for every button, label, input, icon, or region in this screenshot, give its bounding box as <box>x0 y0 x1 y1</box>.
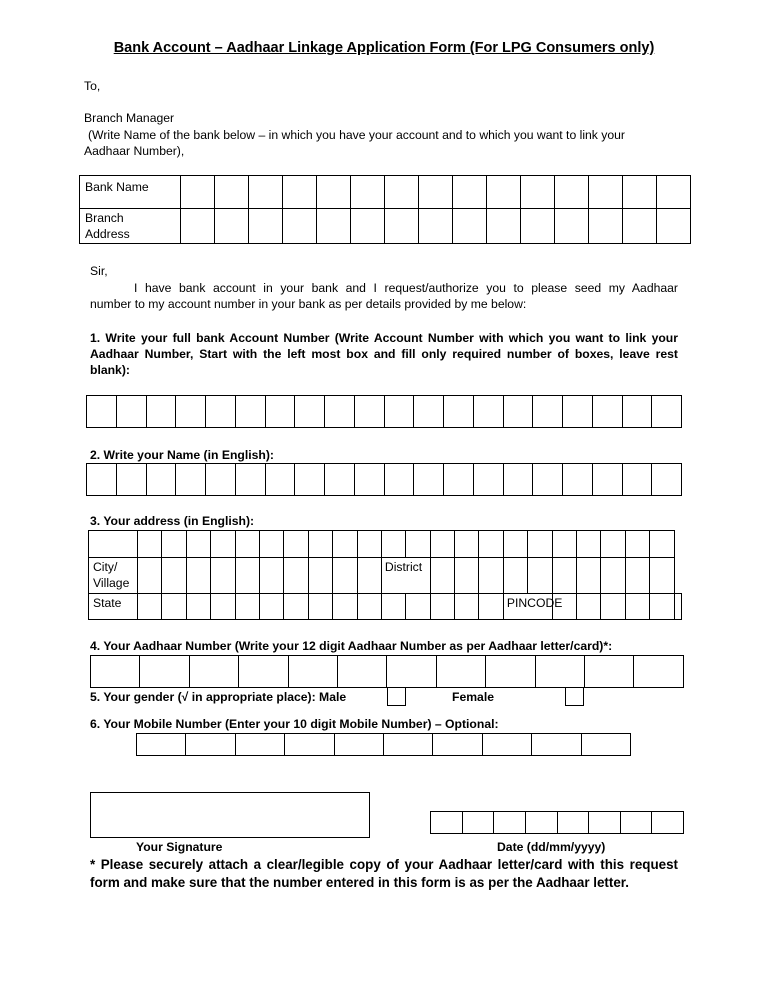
bank-name-box[interactable] <box>589 176 623 209</box>
city-box[interactable] <box>186 558 210 593</box>
address-box[interactable] <box>406 531 430 558</box>
city-box[interactable] <box>235 558 259 593</box>
address-box[interactable] <box>357 531 381 558</box>
mobile-digit-box[interactable] <box>235 734 284 756</box>
city-village-label <box>89 558 138 593</box>
state-box[interactable] <box>284 593 308 619</box>
branch-address-box[interactable] <box>487 209 521 244</box>
aadhaar-digit-box[interactable] <box>387 656 436 688</box>
city-box[interactable] <box>284 558 308 593</box>
address-box[interactable] <box>284 531 308 558</box>
branch-address-box[interactable] <box>555 209 589 244</box>
district-box[interactable] <box>601 558 625 593</box>
bank-name-box[interactable] <box>181 176 215 209</box>
city-box[interactable] <box>211 558 235 593</box>
address-box[interactable] <box>211 531 235 558</box>
name-letter-box[interactable] <box>295 464 325 496</box>
account-label-line-1: 1. Write your full bank Account Number (Write Account Number with which you want to link your <box>90 331 678 345</box>
aadhaar-digit-box[interactable] <box>140 656 189 688</box>
address-box[interactable] <box>503 531 527 558</box>
bank-name-box[interactable] <box>623 176 657 209</box>
state-box[interactable] <box>259 593 283 619</box>
bank-name-box[interactable] <box>215 176 249 209</box>
account-digit-box[interactable] <box>176 396 206 428</box>
account-digit-box[interactable] <box>325 396 355 428</box>
account-digit-box[interactable] <box>473 396 503 428</box>
address-box[interactable] <box>333 531 357 558</box>
bank-name-box[interactable] <box>555 176 589 209</box>
bank-name-box[interactable] <box>385 176 419 209</box>
bank-name-box[interactable] <box>487 176 521 209</box>
account-digit-box[interactable] <box>354 396 384 428</box>
date-label: Date (dd/mm/yyyy) <box>497 840 606 854</box>
address-grid <box>88 530 682 620</box>
name-letter-box[interactable] <box>354 464 384 496</box>
district-label: District <box>381 558 430 593</box>
pincode-box[interactable] <box>601 593 625 619</box>
account-digit-box[interactable] <box>235 396 265 428</box>
branch-address-label-line-1: Branch <box>85 211 124 225</box>
name-letter-box[interactable] <box>473 464 503 496</box>
pincode-box[interactable] <box>625 593 649 619</box>
signature-label: Your Signature <box>136 840 223 854</box>
state-box[interactable] <box>235 593 259 619</box>
mobile-digit-box[interactable] <box>137 734 186 756</box>
bank-name-box[interactable] <box>419 176 453 209</box>
city-label-line-2: Village <box>93 576 130 591</box>
bank-name-box[interactable] <box>657 176 691 209</box>
gender-label: 5. Your gender (√ in appropriate place): Male <box>90 690 347 704</box>
pincode-box[interactable] <box>650 593 674 619</box>
bank-name-label: Bank Name <box>80 176 181 209</box>
aadhaar-digit-box[interactable] <box>91 656 140 688</box>
address-box[interactable] <box>308 531 332 558</box>
name-letter-box[interactable] <box>384 464 414 496</box>
name-letter-box[interactable] <box>533 464 563 496</box>
address-box[interactable] <box>186 531 210 558</box>
account-digit-box[interactable] <box>444 396 474 428</box>
mobile-digit-box[interactable] <box>186 734 235 756</box>
address-box[interactable] <box>455 531 479 558</box>
district-box[interactable] <box>528 558 552 593</box>
state-box[interactable] <box>186 593 210 619</box>
bank-name-box[interactable] <box>283 176 317 209</box>
aadhaar-digit-box[interactable] <box>189 656 238 688</box>
date-digit-box[interactable] <box>494 812 526 834</box>
mobile-grid <box>136 733 631 756</box>
pincode-label: PINCODE <box>503 593 552 619</box>
account-digit-box[interactable] <box>503 396 533 428</box>
state-box[interactable] <box>308 593 332 619</box>
city-label-line-1: City/ <box>93 560 118 575</box>
name-letter-box[interactable] <box>265 464 295 496</box>
name-letter-box[interactable] <box>116 464 146 496</box>
account-digit-box[interactable] <box>265 396 295 428</box>
name-letter-box[interactable] <box>503 464 533 496</box>
city-box[interactable] <box>308 558 332 593</box>
date-digit-box[interactable] <box>652 812 684 834</box>
state-box[interactable] <box>333 593 357 619</box>
aadhaar-digit-box[interactable] <box>486 656 535 688</box>
branch-address-box[interactable] <box>589 209 623 244</box>
mobile-digit-box[interactable] <box>433 734 482 756</box>
date-digit-box[interactable] <box>462 812 494 834</box>
attachment-note-line-1: * Please securely attach a clear/legible copy of your Aadhaar letter/card with this request <box>90 857 678 872</box>
city-box[interactable] <box>357 558 381 593</box>
aadhaar-grid <box>90 655 684 688</box>
aadhaar-digit-box[interactable] <box>288 656 337 688</box>
district-box[interactable] <box>650 558 674 593</box>
city-box[interactable] <box>162 558 186 593</box>
address-box[interactable] <box>381 531 405 558</box>
account-digit-box[interactable] <box>563 396 593 428</box>
branch-address-box[interactable] <box>623 209 657 244</box>
state-box[interactable] <box>211 593 235 619</box>
mobile-digit-box[interactable] <box>334 734 383 756</box>
account-label-line-2: Aadhaar Number, Start with the left most box and fill only required number of boxes, leave rest <box>90 347 678 361</box>
name-letter-box[interactable] <box>652 464 682 496</box>
name-letter-box[interactable] <box>325 464 355 496</box>
name-letter-box[interactable] <box>563 464 593 496</box>
letter-body-line-1: I have bank account in your bank and I request/authorize you to please seed my Aadhaar <box>134 281 678 295</box>
name-letter-box[interactable] <box>444 464 474 496</box>
address-box[interactable] <box>650 531 674 558</box>
to-label: To, <box>84 79 101 93</box>
bank-name-box[interactable] <box>249 176 283 209</box>
mobile-digit-box[interactable] <box>532 734 581 756</box>
branch-address-box[interactable] <box>181 209 215 244</box>
branch-address-box[interactable] <box>521 209 555 244</box>
district-box[interactable] <box>552 558 576 593</box>
address-label: 3. Your address (in English): <box>90 514 255 528</box>
mobile-digit-box[interactable] <box>581 734 630 756</box>
branch-address-box[interactable] <box>453 209 487 244</box>
pincode-box[interactable] <box>674 593 681 619</box>
aadhaar-digit-box[interactable] <box>239 656 288 688</box>
bank-instruction-line-2: Aadhaar Number), <box>84 144 185 158</box>
account-number-grid <box>86 395 682 428</box>
name-letter-box[interactable] <box>87 464 117 496</box>
pincode-box[interactable] <box>577 593 601 619</box>
date-digit-box[interactable] <box>620 812 652 834</box>
name-letter-box[interactable] <box>146 464 176 496</box>
date-grid <box>430 811 684 834</box>
name-grid <box>86 463 682 496</box>
aadhaar-digit-box[interactable] <box>535 656 584 688</box>
branch-address-label <box>80 209 181 244</box>
signature-box[interactable] <box>90 792 370 838</box>
state-box[interactable] <box>406 593 430 619</box>
aadhaar-digit-box[interactable] <box>634 656 684 688</box>
district-box[interactable] <box>479 558 503 593</box>
account-digit-box[interactable] <box>592 396 622 428</box>
branch-address-box[interactable] <box>385 209 419 244</box>
district-box[interactable] <box>577 558 601 593</box>
district-box[interactable] <box>455 558 479 593</box>
mobile-label: 6. Your Mobile Number (Enter your 10 digit Mobile Number) – Optional: <box>90 717 499 731</box>
mobile-digit-box[interactable] <box>482 734 531 756</box>
addressee: Branch Manager <box>84 111 175 125</box>
bank-instruction-line-1: (Write Name of the bank below – in which you have your account and to which you want to link your <box>88 128 625 142</box>
account-digit-box[interactable] <box>533 396 563 428</box>
bank-details-table <box>79 175 691 244</box>
state-box[interactable] <box>162 593 186 619</box>
name-letter-box[interactable] <box>235 464 265 496</box>
name-letter-box[interactable] <box>622 464 652 496</box>
name-label: 2. Write your Name (in English): <box>90 448 274 462</box>
aadhaar-digit-box[interactable] <box>436 656 485 688</box>
city-box[interactable] <box>333 558 357 593</box>
date-digit-box[interactable] <box>557 812 589 834</box>
bank-name-box[interactable] <box>453 176 487 209</box>
name-letter-box[interactable] <box>592 464 622 496</box>
account-digit-box[interactable] <box>384 396 414 428</box>
address-box[interactable] <box>552 531 576 558</box>
account-digit-box[interactable] <box>146 396 176 428</box>
state-box[interactable] <box>138 593 162 619</box>
address-box[interactable] <box>138 531 162 558</box>
district-box[interactable] <box>430 558 454 593</box>
branch-address-label-line-2: Address <box>85 227 130 241</box>
address-box[interactable] <box>577 531 601 558</box>
aadhaar-digit-box[interactable] <box>338 656 387 688</box>
branch-address-box[interactable] <box>283 209 317 244</box>
branch-address-box[interactable] <box>657 209 691 244</box>
attachment-note-line-2: form and make sure that the number entered in this form is as per the Aadhaar letter. <box>90 875 629 890</box>
name-letter-box[interactable] <box>176 464 206 496</box>
state-box[interactable] <box>430 593 454 619</box>
city-box[interactable] <box>138 558 162 593</box>
account-digit-box[interactable] <box>652 396 682 428</box>
state-box[interactable] <box>479 593 503 619</box>
branch-address-box[interactable] <box>419 209 453 244</box>
account-digit-box[interactable] <box>116 396 146 428</box>
bank-name-box[interactable] <box>317 176 351 209</box>
city-box[interactable] <box>259 558 283 593</box>
account-digit-box[interactable] <box>622 396 652 428</box>
address-box[interactable] <box>528 531 552 558</box>
state-box[interactable] <box>455 593 479 619</box>
date-digit-box[interactable] <box>525 812 557 834</box>
district-box[interactable] <box>503 558 527 593</box>
date-digit-box[interactable] <box>431 812 463 834</box>
salutation: Sir, <box>90 264 108 278</box>
account-digit-box[interactable] <box>206 396 236 428</box>
branch-address-box[interactable] <box>215 209 249 244</box>
mobile-digit-box[interactable] <box>383 734 432 756</box>
address-box[interactable] <box>430 531 454 558</box>
male-checkbox[interactable] <box>387 687 406 706</box>
female-checkbox[interactable] <box>565 687 584 706</box>
address-box[interactable] <box>601 531 625 558</box>
branch-address-box[interactable] <box>249 209 283 244</box>
date-digit-box[interactable] <box>589 812 621 834</box>
female-label: Female <box>452 690 495 704</box>
address-box[interactable] <box>235 531 259 558</box>
district-box[interactable] <box>625 558 649 593</box>
name-letter-box[interactable] <box>206 464 236 496</box>
bank-name-box[interactable] <box>521 176 555 209</box>
aadhaar-label: 4. Your Aadhaar Number (Write your 12 digit Aadhaar Number as per Aadhaar letter/card)*: <box>90 639 613 653</box>
account-digit-box[interactable] <box>414 396 444 428</box>
bank-name-box[interactable] <box>351 176 385 209</box>
letter-body-line-2: number to my account number in your bank as per details provided by me below: <box>90 297 527 311</box>
aadhaar-digit-box[interactable] <box>585 656 634 688</box>
mobile-digit-box[interactable] <box>285 734 334 756</box>
name-letter-box[interactable] <box>414 464 444 496</box>
account-digit-box[interactable] <box>295 396 325 428</box>
branch-address-box[interactable] <box>351 209 385 244</box>
address-box[interactable] <box>479 531 503 558</box>
address-box[interactable] <box>89 531 138 558</box>
address-box[interactable] <box>162 531 186 558</box>
address-box[interactable] <box>625 531 649 558</box>
state-box[interactable] <box>381 593 405 619</box>
state-label: State <box>89 593 138 619</box>
account-label-line-3: blank): <box>90 363 130 377</box>
account-digit-box[interactable] <box>87 396 117 428</box>
state-box[interactable] <box>357 593 381 619</box>
branch-address-box[interactable] <box>317 209 351 244</box>
address-box[interactable] <box>259 531 283 558</box>
form-title: Bank Account – Aadhaar Linkage Application Form (For LPG Consumers only) <box>113 40 655 56</box>
